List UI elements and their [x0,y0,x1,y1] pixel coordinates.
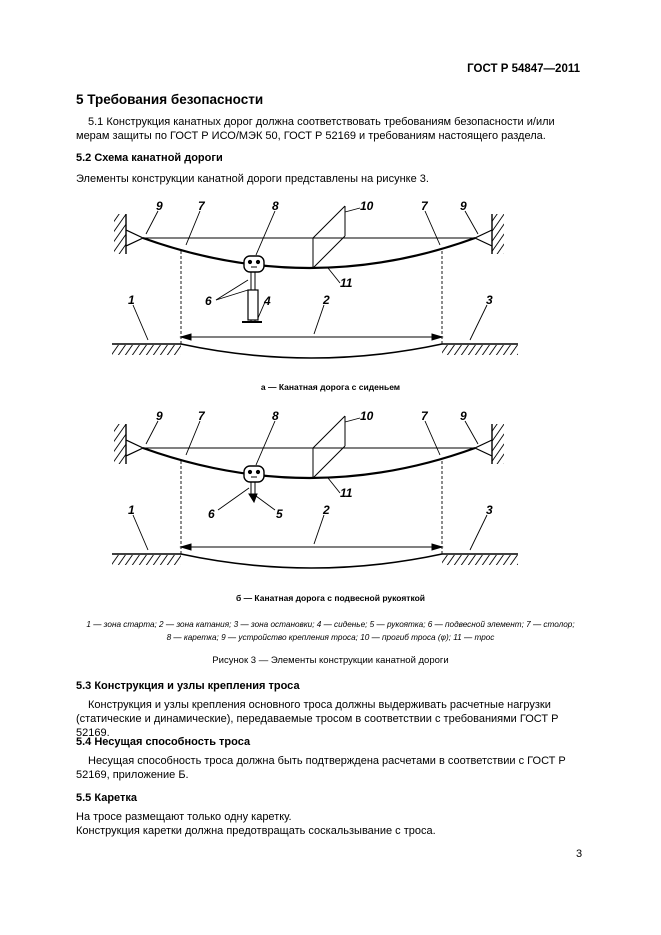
diagram-b-labels [128,409,493,521]
label-6: 6 [205,294,212,308]
label-9-right-b: 9 [460,409,467,423]
figure-caption-a: а — Канатная дорога с сиденьем [260,382,401,392]
label-9-left-b: 9 [156,409,163,423]
label-2: 2 [323,293,330,307]
label-1: 1 [128,293,135,307]
label-10: 10 [360,199,374,213]
label-8-b: 8 [272,409,279,423]
label-6-b: 6 [208,507,215,521]
diagram-a-labels [128,199,493,308]
page-number: 3 [576,848,583,860]
section-5-5-line-1: На тросе размещают только одну каретку. [76,811,292,823]
diagram-a [112,206,518,358]
section-5-2-title: 5.2 Схема канатной дороги [76,152,223,164]
section-5-5-title: 5.5 Каретка [76,792,138,804]
section-5-title: 5 Требования безопасности [76,92,264,107]
label-7-left-b: 7 [198,409,205,423]
document-id: ГОСТ Р 54847—2011 [467,63,580,75]
label-8: 8 [272,199,279,213]
label-7-right: 7 [421,199,428,213]
section-5-2-text: Элементы конструкции канатной дороги представлены на рисунке 3. [76,173,429,185]
section-5-4-title: 5.4 Несущая способность троса [76,736,251,748]
section-5-3-title: 5.3 Конструкция и узлы крепления троса [76,680,300,692]
label-9-right: 9 [460,199,467,213]
label-7-left: 7 [198,199,205,213]
paragraph-5-1: 5.1 Конструкция канатных дорог должна соответствовать требованиям безопасности и/или мерам защиты по ГОСТ Р ИСО/МЭК 50, ГОСТ Р 52169 и требованиям настоящего раздела. [76,116,555,142]
label-9-left: 9 [156,199,163,213]
label-10-b: 10 [360,409,374,423]
section-5-5-line-2: Конструкция каретки должна предотвращать соскальзывание с троса. [76,825,436,837]
diagram-b [112,416,518,568]
section-5-4-text: Несущая способность троса должна быть подтверждена расчетами в соответствии с ГОСТ Р 52169, приложение Б. [76,755,566,781]
label-11: 11 [340,276,353,290]
label-1-b: 1 [128,503,135,517]
section-5-3-text: Конструкция и узлы крепления основного троса должны выдерживать расчетные нагрузки (статические и динамические), передаваемые тросом в соответствии с требованиями ГОСТ Р 52169. [76,699,559,739]
figure-title: Рисунок 3 — Элементы конструкции канатной дороги [212,655,449,666]
label-3: 3 [486,293,493,307]
label-2-b: 2 [323,503,330,517]
label-5-b: 5 [276,507,283,521]
label-4: 4 [264,294,271,308]
label-7-right-b: 7 [421,409,428,423]
figure-legend-line-1: 1 — зона старта; 2 — зона катания; 3 — зона остановки; 4 — сиденье; 5 — рукоятка; 6 — подвесной элемент; 7 — столор; [86,620,575,629]
figure-legend-line-2: 8 — каретка; 9 — устройство крепления троса; 10 — прогиб троса (φ); 11 — трос [166,633,495,642]
label-3-b: 3 [486,503,493,517]
label-11-b: 11 [340,486,353,500]
figure-caption-b: б — Канатная дорога с подвесной рукояткой [235,593,426,603]
